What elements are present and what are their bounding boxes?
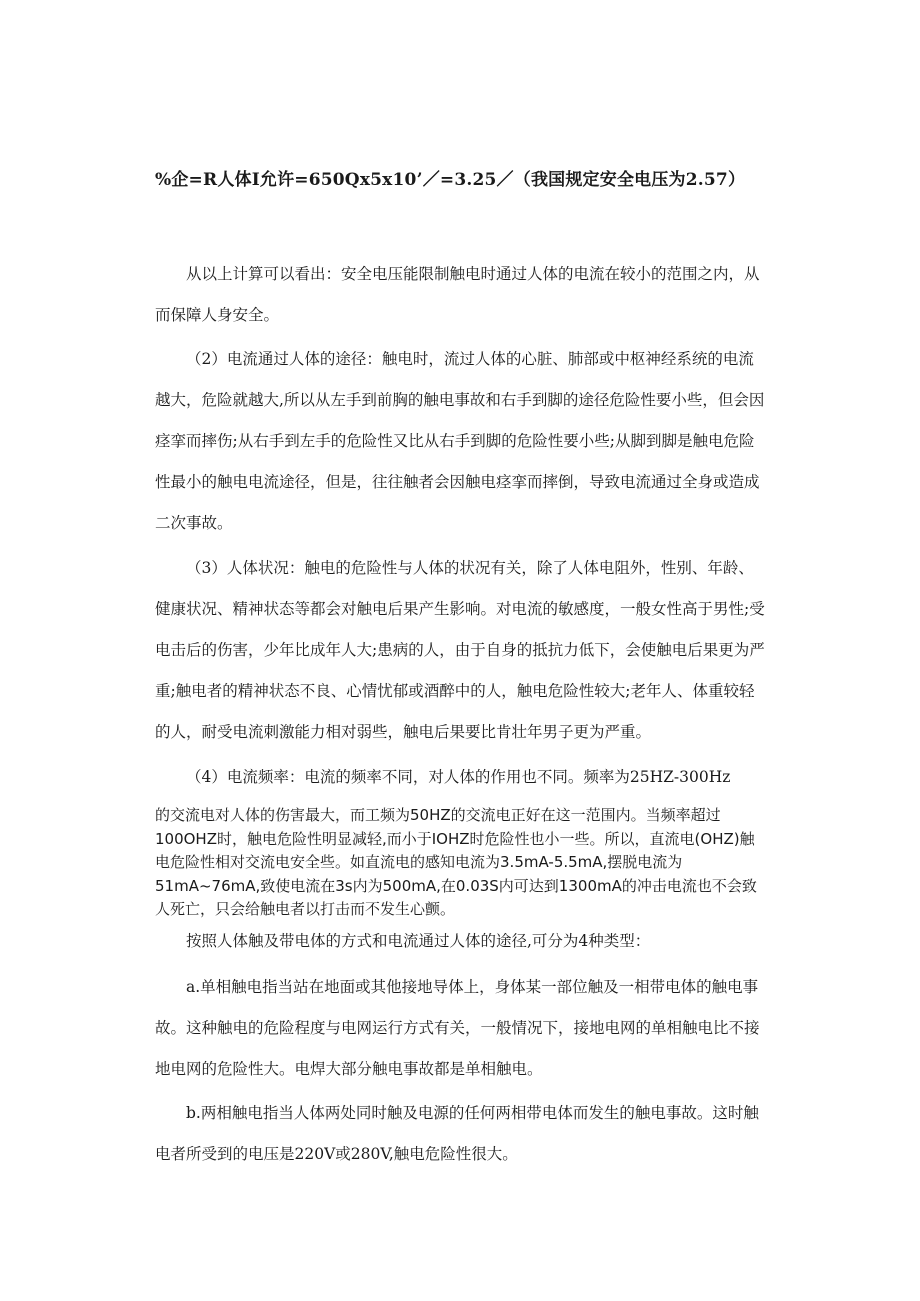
shock-types-intro: 按照人体触及带电体的方式和电流通过人体的途径,可分为4种类型：	[186, 932, 651, 950]
two-phase-shock-paragraph: b.两相触电指当人体两处同时触及电源的任何两相带电体而发生的触电事故。这时触电者所受到的电压是220V或280V,触电危险性很大。	[155, 1104, 759, 1163]
frequency-paragraph-heading: （4）电流频率：电流的频率不同，对人体的作用也不同。频率为25HZ-300Hz	[186, 768, 731, 786]
current-path-paragraph: （2）电流通过人体的途径：触电时，流过人体的心脏、肺部或中枢神经系统的电流越大，危险就越大,所以从左手到前胸的触电事故和右手到脚的途径危险性要小些，但会因痉挛而摔伤;从右手到左手的危险性又比从右手到脚的危险性要小些;从脚到脚是触电危险性最小的触电电流途径，但是，往往触者会因触电痉挛而摔倒，导致电流通过全身或造成二次事故。	[155, 350, 765, 532]
body-condition-paragraph: （3）人体状况：触电的危险性与人体的状况有关，除了人体电阻外，性别、年龄、健康状况、精神状态等都会对触电后果产生影响。对电流的敏感度，一般女性高于男性;受电击后的伤害，少年比成年人大;患病的人，由于自身的抵抗力低下，会使触电后果更为严重;触电者的精神状态不良、心情忧郁或酒醉中的人，触电危险性较大;老年人、体重较轻的人，耐受电流刺激能力相对弱些，触电后果要比肯壮年男子更为严重。	[155, 559, 765, 741]
conclusion-paragraph: 从以上计算可以看出：安全电压能限制触电时通过人体的电流在较小的范围之内，从而保障人身安全。	[155, 265, 760, 324]
frequency-paragraph-body: 的交流电对人体的伤害最大，而工频为50HZ的交流电正好在这一范围内。当频率超过100OHZ时，触电危险性明显减轻,而小于IOHZ时危险性也小一些。所以，直流电(OHZ)触电危险性相对交流电安全些。如直流电的感知电流为3.5mA-5.5mA,摆脱电流为51mA~76mA,致使电流在3s内为500mA,在0.03S内可达到1300mA的冲击电流也不会致人死亡，只会给触电者以打击而不发生心颤。	[155, 806, 757, 918]
single-phase-shock-paragraph: a.单相触电指当站在地面或其他接地导体上，身体某一部位触及一相带电体的触电事故。这种触电的危险程度与电网运行方式有关，一般情况下，接地电网的单相触电比不接地电网的危险性大。电焊大部分触电事故都是单相触电。	[155, 978, 760, 1078]
safety-voltage-formula: %企=R人体I允许=650Qx5x10’／=3.25／（我国规定安全电压为2.57）	[155, 170, 746, 190]
